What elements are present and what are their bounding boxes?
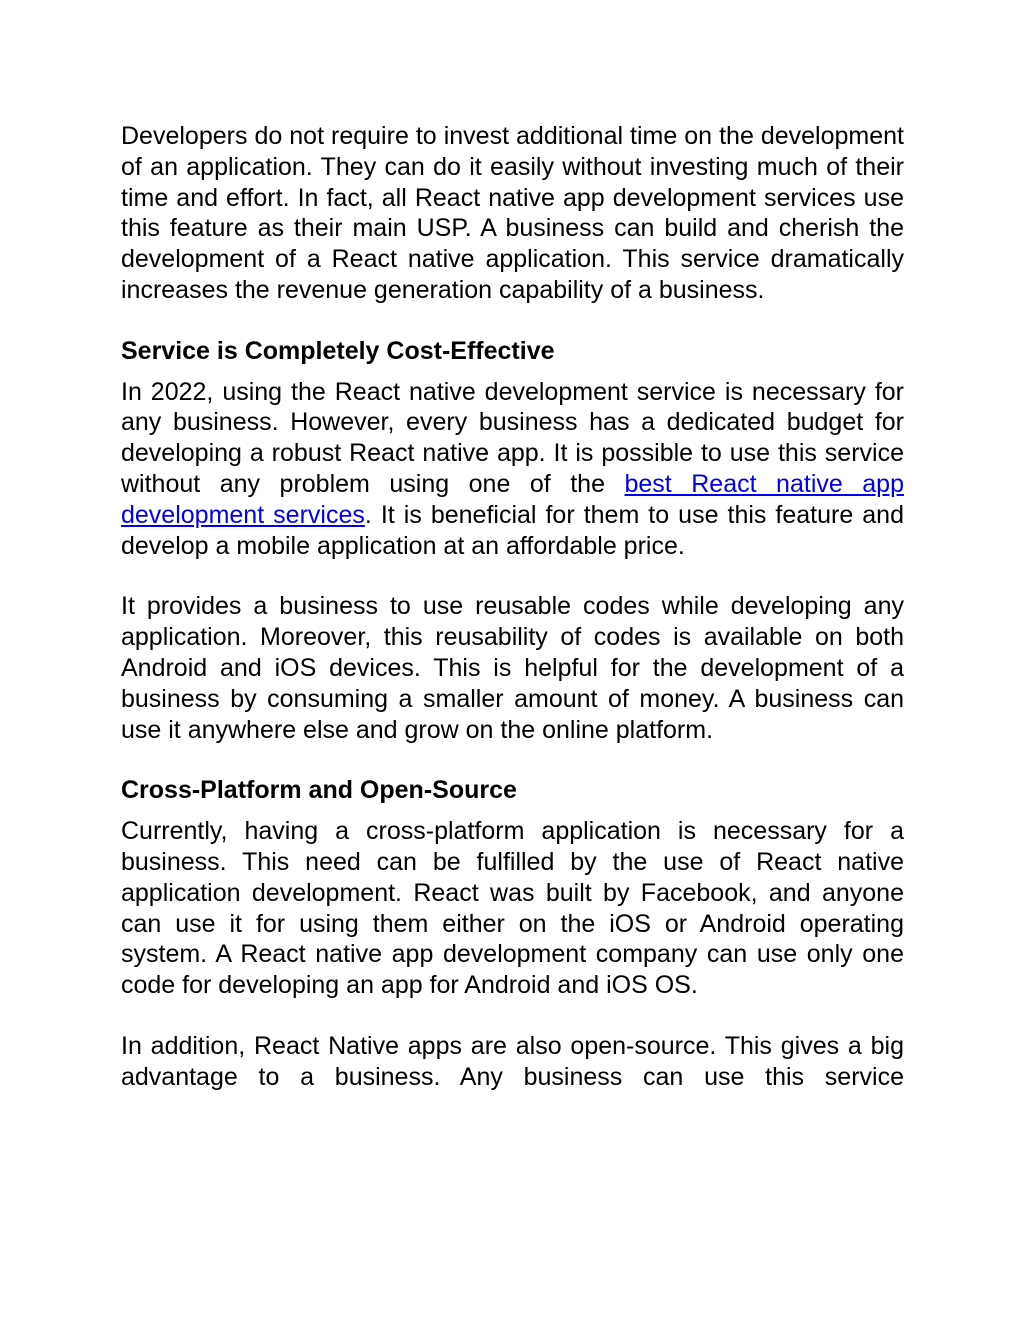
paragraph-cost-effective-text-start: In 2022, using the React native development service is necessary for any business. However, every business has a dedicated budget for developing a robust React native app. It is possible to use this service without any problem using one of the bbox=[121, 377, 904, 498]
paragraph-cost-effective-text-end: . It is beneficial for them to use this feature and develop a mobile application at an affordable price. bbox=[121, 500, 904, 560]
best-react-native-services-link[interactable]: best React native app development services bbox=[121, 469, 904, 529]
paragraph-open-source: In addition, React Native apps are also open-source. This gives a big advantage to a business. Any business can use this service bbox=[121, 1031, 904, 1091]
document-page bbox=[121, 121, 904, 1093]
paragraph-reusable-code: It provides a business to use reusable codes while developing any application. Moreover, this reusability of codes is available on both Android and iOS devices. This is helpful for the development of a business by consuming a smaller amount of money. A business can use it anywhere else and grow on the online platform. bbox=[121, 592, 904, 744]
heading-cross-platform: Cross-Platform and Open-Source bbox=[121, 776, 517, 805]
heading-cost-effective: Service is Completely Cost-Effective bbox=[121, 336, 555, 365]
paragraph-intro: Developers do not require to invest additional time on the development of an application. They can do it easily without investing much of their time and effort. In fact, all React native app development services use this feature as their main USP. A business can build and cherish the development of a React native application. This service dramatically increases the revenue generation capability of a business. bbox=[121, 122, 904, 304]
paragraph-cost-effective bbox=[121, 377, 904, 562]
paragraph-cross-platform: Currently, having a cross-platform application is necessary for a business. This need can be fulfilled by the use of React native application development. React was built by Facebook, and anyone can use it for using them either on the iOS or Android operating system. A React native app development company can use only one code for developing an app for Android and iOS OS. bbox=[121, 817, 904, 1000]
